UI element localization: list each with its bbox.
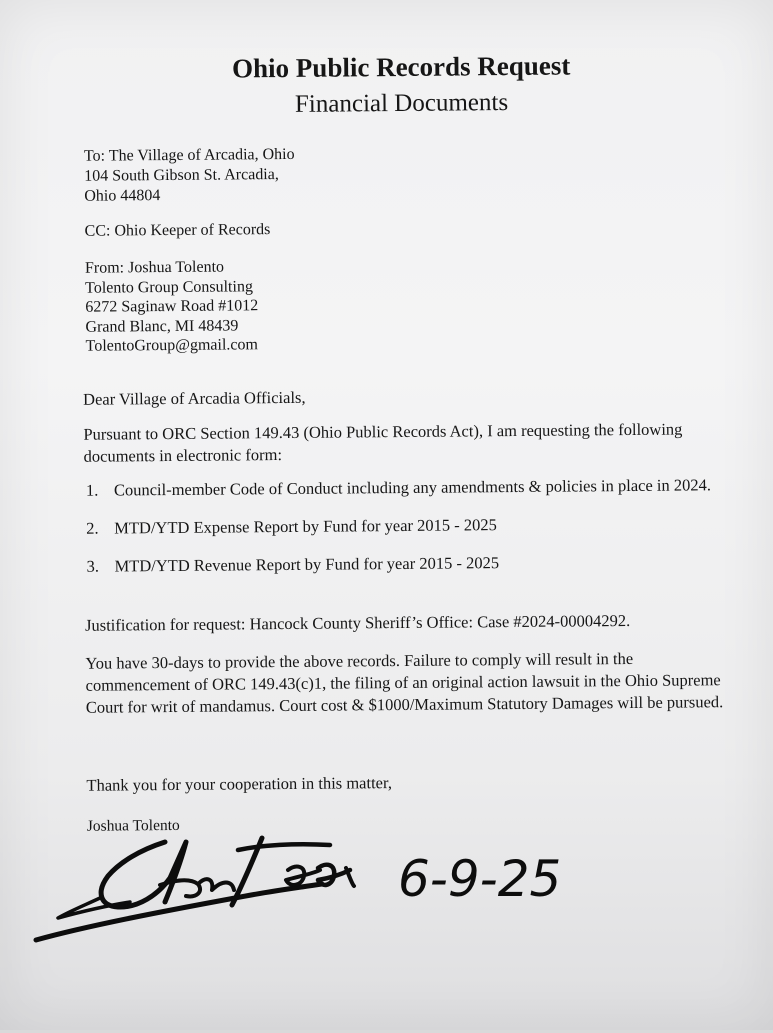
cc-text: CC: Ohio Keeper of Records xyxy=(84,221,271,240)
request-text: MTD/YTD Expense Report by Fund for year 2015 - 2025 xyxy=(114,515,497,538)
request-number: 3. xyxy=(86,556,100,576)
salutation: Dear Village of Arcadia Officials, xyxy=(83,387,306,409)
closing: Thank you for your cooperation in this matter, xyxy=(86,773,392,795)
deadline-line: commencement of ORC 149.43(c)1, the filing of an original action lawsuit in the Ohio Supreme xyxy=(85,670,721,695)
recipient-line: 104 South Gibson St. Arcadia, xyxy=(84,166,279,185)
document-subtitle: Financial Documents xyxy=(294,89,509,118)
intro-line: Pursuant to ORC Section 149.43 (Ohio Public Records Act), I am requesting the following xyxy=(83,419,683,444)
request-number: 1. xyxy=(85,480,99,500)
signer-name: Joshua Tolento xyxy=(86,816,180,835)
sender-line: 6272 Saginaw Road #1012 xyxy=(85,297,259,316)
recipient-line: To: The Village of Arcadia, Ohio xyxy=(83,145,295,165)
sender-line: Tolento Group Consulting xyxy=(85,277,253,297)
sender-line: TolentoGroup@gmail.com xyxy=(85,336,258,355)
deadline-line: You have 30-days to provide the above records. Failure to comply will result in the xyxy=(85,648,634,673)
request-number: 2. xyxy=(86,518,99,538)
sender-line: From: Joshua Tolento xyxy=(84,258,225,277)
deadline-line: Court for writ of mandamus. Court cost & $1000/Maximum Statutory Damages will be pursued. xyxy=(85,692,724,717)
intro-line: documents in electronic form: xyxy=(83,445,283,466)
handwritten-date: 6-9-25 xyxy=(398,850,562,908)
justification: Justification for request: Hancock County Sheriff’s Office: Case #2024-00004292. xyxy=(84,610,631,635)
request-text: MTD/YTD Revenue Report by Fund for year 2015 - 2025 xyxy=(114,553,500,576)
request-text: Council-member Code of Conduct including any amendments & policies in place in 2024. xyxy=(113,475,712,500)
sender-line: Grand Blanc, MI 48439 xyxy=(85,316,239,336)
document-title: Ohio Public Records Request xyxy=(231,50,571,84)
recipient-line: Ohio 44804 xyxy=(84,187,161,205)
